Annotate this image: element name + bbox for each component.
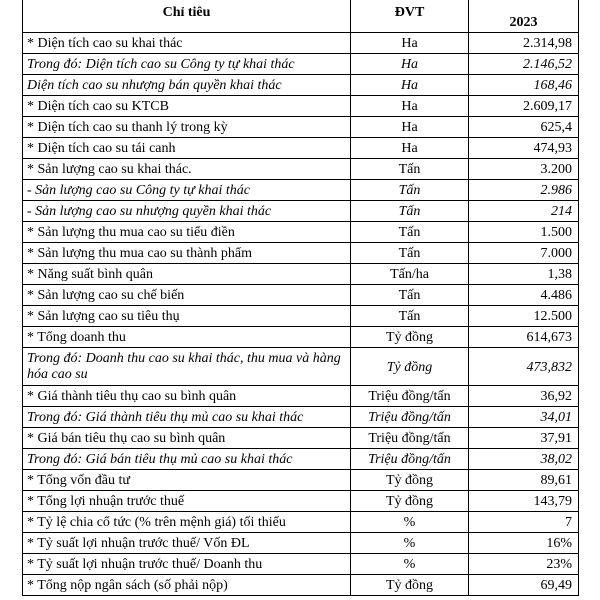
row-value: 143,79 xyxy=(469,491,579,512)
row-label: * Tổng doanh thu xyxy=(23,327,351,348)
row-label: * Năng suất bình quân xyxy=(23,264,351,285)
row-unit: Tấn xyxy=(351,180,469,201)
row-label: Trong đó: Giá bán tiêu thụ mủ cao su khai thác xyxy=(23,449,351,470)
row-unit: Ha xyxy=(351,33,469,54)
table-row xyxy=(23,285,579,306)
row-label: * Tổng nộp ngân sách (số phải nộp) xyxy=(23,575,351,596)
row-unit: Ha xyxy=(351,96,469,117)
table-row xyxy=(23,407,579,428)
row-value: 2.609,17 xyxy=(469,96,579,117)
row-label: * Sản lượng thu mua cao su thành phẩm xyxy=(23,243,351,264)
row-label: * Diện tích cao su thanh lý trong kỳ xyxy=(23,117,351,138)
table-row xyxy=(23,449,579,470)
table-row xyxy=(23,96,579,117)
row-value: 89,61 xyxy=(469,470,579,491)
row-unit: Tỷ đồng xyxy=(351,491,469,512)
row-label: * Tỷ suất lợi nhuận trước thuế/ Vốn ĐL xyxy=(23,533,351,554)
row-unit: Tấn xyxy=(351,159,469,180)
row-unit: Triệu đồng/tấn xyxy=(351,428,469,449)
row-value: 34,01 xyxy=(469,407,579,428)
row-value: 23% xyxy=(469,554,579,575)
table-row xyxy=(23,491,579,512)
row-label: Trong đó: Diện tích cao su Công ty tự khai thác xyxy=(23,54,351,75)
row-value: 7 xyxy=(469,512,579,533)
row-value: 69,49 xyxy=(469,575,579,596)
row-value: 2.986 xyxy=(469,180,579,201)
table-row xyxy=(23,138,579,159)
row-unit: Tấn/ha xyxy=(351,264,469,285)
row-label: * Tổng vốn đầu tư xyxy=(23,470,351,491)
table-row xyxy=(23,243,579,264)
row-unit: Triệu đồng/tấn xyxy=(351,386,469,407)
row-value: 214 xyxy=(469,201,579,222)
row-label: Trong đó: Doanh thu cao su khai thác, thu mua và hàng hóa cao su xyxy=(23,348,351,386)
row-label: - Sản lượng cao su Công ty tự khai thác xyxy=(23,180,351,201)
row-unit: Tỷ đồng xyxy=(351,470,469,491)
row-label: Trong đó: Giá thành tiêu thụ mủ cao su khai thác xyxy=(23,407,351,428)
row-unit: Tỷ đồng xyxy=(351,327,469,348)
row-unit: % xyxy=(351,554,469,575)
row-label: * Sản lượng cao su khai thác. xyxy=(23,159,351,180)
row-value: 2.146,52 xyxy=(469,54,579,75)
row-unit: Tấn xyxy=(351,222,469,243)
table-row xyxy=(23,533,579,554)
row-value: 2.314,98 xyxy=(469,33,579,54)
table-row xyxy=(23,117,579,138)
row-unit: Tấn xyxy=(351,306,469,327)
row-label: * Giá bán tiêu thụ cao su bình quân xyxy=(23,428,351,449)
row-label: * Tỷ suất lợi nhuận trước thuế/ Doanh thu xyxy=(23,554,351,575)
table-row xyxy=(23,348,579,386)
row-label: * Sản lượng cao su chế biến xyxy=(23,285,351,306)
row-label: * Giá thành tiêu thụ cao su bình quân xyxy=(23,386,351,407)
plan-table xyxy=(22,0,579,596)
row-value: 474,93 xyxy=(469,138,579,159)
table-row xyxy=(23,33,579,54)
row-value: 16% xyxy=(469,533,579,554)
row-value: 12.500 xyxy=(469,306,579,327)
row-label: * Diện tích cao su tái canh xyxy=(23,138,351,159)
table-row xyxy=(23,75,579,96)
table-header-row xyxy=(23,0,579,33)
row-value: 1,38 xyxy=(469,264,579,285)
row-value: 4.486 xyxy=(469,285,579,306)
row-unit: Tỷ đồng xyxy=(351,575,469,596)
row-value: 1.500 xyxy=(469,222,579,243)
header-year-value: 2023 xyxy=(509,15,538,30)
table-row xyxy=(23,386,579,407)
row-label: - Sản lượng cao su nhượng quyền khai thác xyxy=(23,201,351,222)
table-row xyxy=(23,428,579,449)
row-unit: Tỷ đồng xyxy=(351,348,469,386)
row-unit: Tấn xyxy=(351,243,469,264)
row-unit: Triệu đồng/tấn xyxy=(351,449,469,470)
row-unit: Ha xyxy=(351,138,469,159)
table-row xyxy=(23,222,579,243)
table-row xyxy=(23,159,579,180)
table-row xyxy=(23,180,579,201)
row-label: Diện tích cao su nhượng bán quyền khai thác xyxy=(23,75,351,96)
row-label: * Sản lượng cao su tiêu thụ xyxy=(23,306,351,327)
row-value: 3.200 xyxy=(469,159,579,180)
table-row xyxy=(23,554,579,575)
row-unit: % xyxy=(351,533,469,554)
row-label: * Tổng lợi nhuận trước thuế xyxy=(23,491,351,512)
row-value: 36,92 xyxy=(469,386,579,407)
row-value: 7.000 xyxy=(469,243,579,264)
header-year xyxy=(469,0,579,33)
table-row xyxy=(23,327,579,348)
header-unit: ĐVT xyxy=(351,0,469,33)
table-row xyxy=(23,201,579,222)
row-unit: % xyxy=(351,512,469,533)
row-label: * Sản lượng thu mua cao su tiểu điền xyxy=(23,222,351,243)
table-row xyxy=(23,470,579,491)
row-value: 625,4 xyxy=(469,117,579,138)
row-label: * Diện tích cao su khai thác xyxy=(23,33,351,54)
row-unit: Tấn xyxy=(351,201,469,222)
table-row xyxy=(23,512,579,533)
row-unit: Ha xyxy=(351,54,469,75)
header-indicator: Chỉ tiêu xyxy=(23,0,351,33)
row-unit: Tấn xyxy=(351,285,469,306)
table-row xyxy=(23,264,579,285)
row-label: * Tỷ lệ chia cổ tức (% trên mệnh giá) tối thiểu xyxy=(23,512,351,533)
row-unit: Ha xyxy=(351,117,469,138)
row-value: 37,91 xyxy=(469,428,579,449)
row-unit: Ha xyxy=(351,75,469,96)
row-value: 38,02 xyxy=(469,449,579,470)
table-row xyxy=(23,54,579,75)
row-value: 473,832 xyxy=(469,348,579,386)
table-row xyxy=(23,575,579,596)
row-value: 168,46 xyxy=(469,75,579,96)
row-label: * Diện tích cao su KTCB xyxy=(23,96,351,117)
plan-table-sheet xyxy=(22,0,578,596)
row-value: 614,673 xyxy=(469,327,579,348)
table-row xyxy=(23,306,579,327)
row-unit: Triệu đồng/tấn xyxy=(351,407,469,428)
